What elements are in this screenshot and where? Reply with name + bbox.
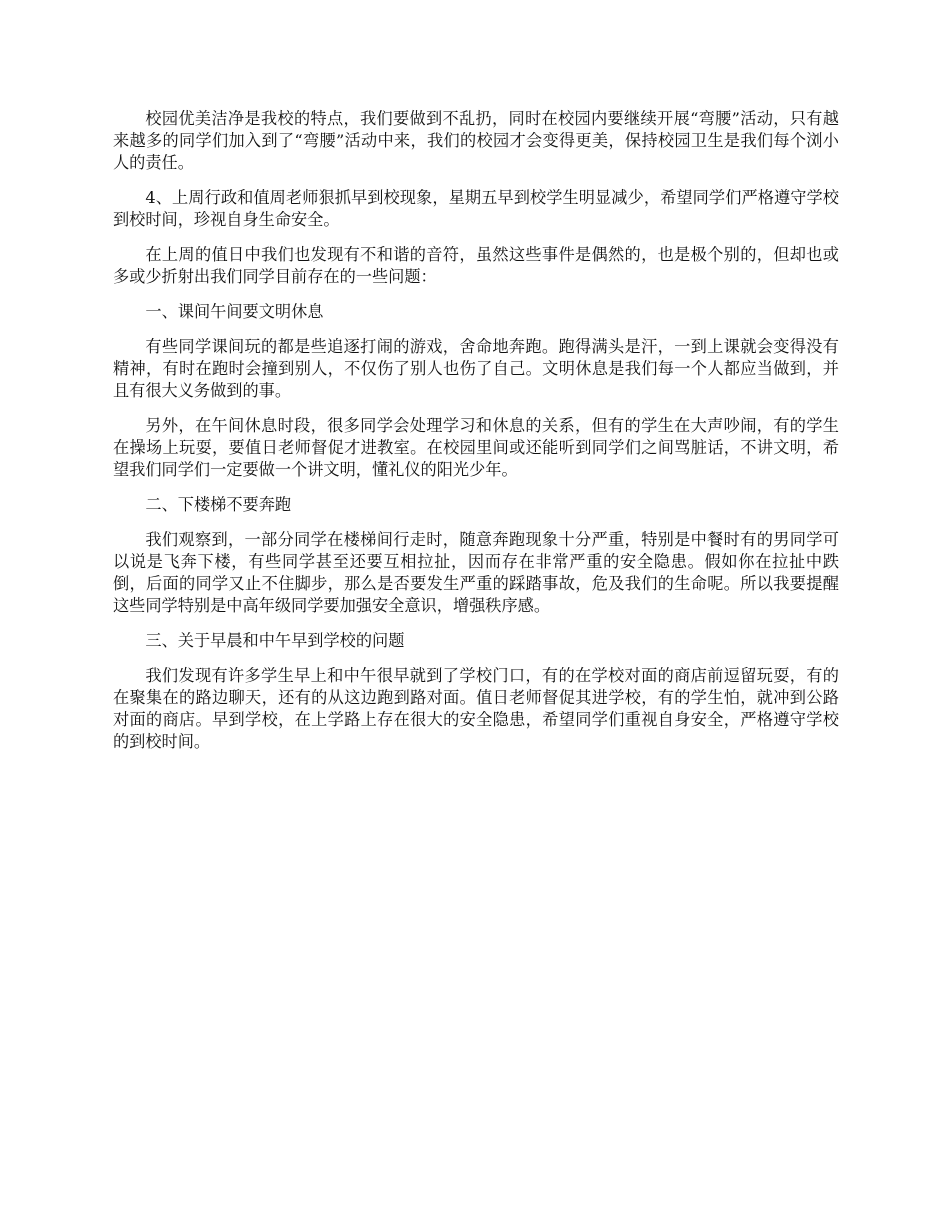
paragraph-early-arrival-notice: 4、上周行政和值周老师狠抓早到校现象，星期五早到校学生明显减少，希望同学们严格遵守学校到校时间，珍视自身生命安全。 xyxy=(113,188,839,229)
paragraph-noon-break: 另外，在午间休息时段，很多同学会处理学习和休息的关系，但有的学生在大声吵闹，有的学生在操场上玩耍，要值日老师督促才进教室。在校园里间或还能听到同学们之间骂脏话，不讲文明，希望我们同学们一定要做一个讲文明，懂礼仪的阳光少年。 xyxy=(113,416,839,479)
section-heading-civil-rest: 一、课间午间要文明休息 xyxy=(145,302,324,321)
paragraph-stair-running: 我们观察到，一部分同学在楼梯间行走时，随意奔跑现象十分严重，特别是中餐时有的男同学可以说是飞奔下楼，有些同学甚至还要互相拉扯，因而存在非常严重的安全隐患。假如你在拉扯中跌倒，后面的同学又止不住脚步，那么是否要发生严重的踩踏事故，危及我们的生命呢。所以我要提醒这些同学特别是中高年级同学要加强安全意识，增强秩序感。 xyxy=(113,530,839,615)
section-heading-stairs: 二、下楼梯不要奔跑 xyxy=(145,495,292,514)
document-body xyxy=(113,108,839,766)
paragraph-early-arrival-details: 我们发现有许多学生早上和中午很早就到了学校门口，有的在学校对面的商店前逗留玩耍，有的在聚集在的路边聊天，还有的从这边跑到路对面。值日老师督促其进学校，有的学生怕，就冲到公路对面的商店。早到学校，在上学路上存在很大的安全隐患，希望同学们重视自身安全，严格遵守学校的到校时间。 xyxy=(113,666,839,751)
paragraph-problems-intro: 在上周的值日中我们也发现有不和谐的音符，虽然这些事件是偶然的，也是极个别的，但却也或多或少折射出我们同学目前存在的一些问题： xyxy=(113,245,839,286)
paragraph-chasing-games: 有些同学课间玩的都是些追逐打闹的游戏，舍命地奔跑。跑得满头是汗，一到上课就会变得没有精神，有时在跑时会撞到别人，不仅伤了别人也伤了自己。文明休息是我们每一个人都应当做到，并且有很大义务做到的事。 xyxy=(113,337,839,400)
paragraph-campus-cleanliness: 校园优美洁净是我校的特点，我们要做到不乱扔，同时在校园内要继续开展“弯腰”活动，只有越来越多的同学们加入到了“弯腰”活动中来，我们的校园才会变得更美，保持校园卫生是我们每个浏小人的责任。 xyxy=(113,109,839,172)
section-heading-early-arrival: 三、关于早晨和中午早到学校的问题 xyxy=(145,631,405,650)
